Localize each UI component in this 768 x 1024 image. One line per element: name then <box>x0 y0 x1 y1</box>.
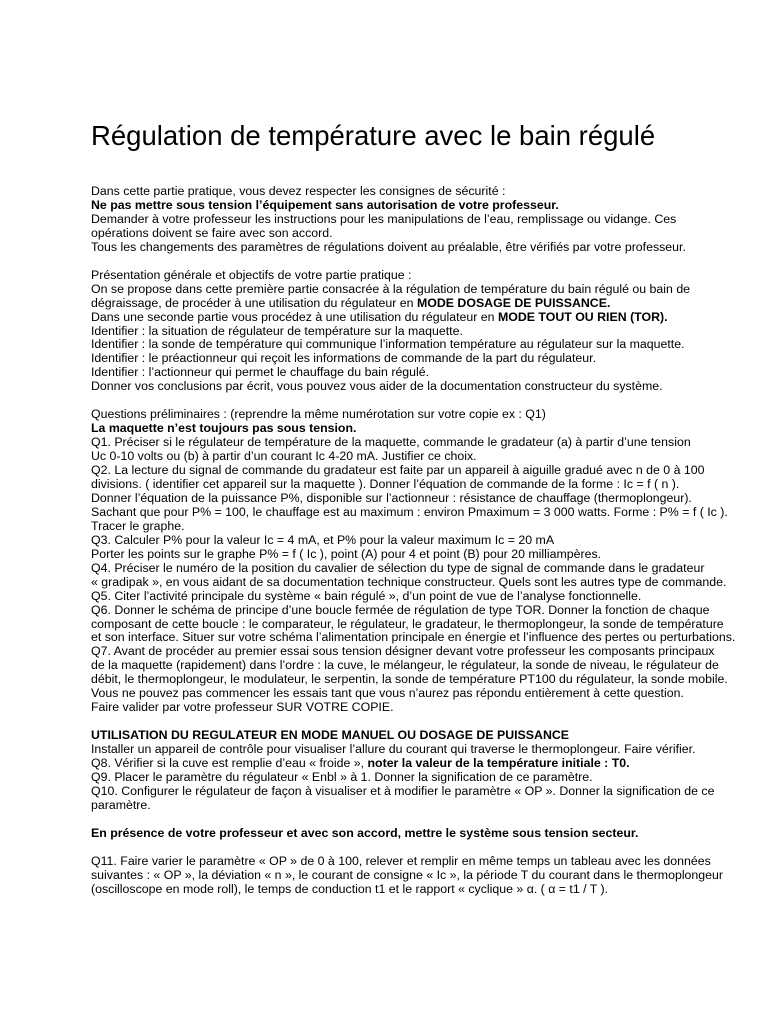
question-q7: Vous ne pouvez pas commencer les essais tant que vous n’aurez pas répondu entièrement à cette question. <box>91 686 684 701</box>
question-q5: Q5. Citer l’activité principale du système « bain régulé », d’un point de vue de l’analyse fonctionnelle. <box>91 588 642 603</box>
question-q7: débit, le thermoplongeur, le modulateur, le serpentin, la sonde de température PT100 du régulateur, la sonde mobile. <box>91 672 728 687</box>
presence-instruction: En présence de votre professeur et avec son accord, mettre le système sous tension secteur. <box>91 825 639 840</box>
document-body <box>91 185 763 897</box>
question-q2: Tracer le graphe. <box>91 518 185 533</box>
question-q7: Q7. Avant de procéder au premier essai sous tension désigner devant votre professeur les composants principaux <box>91 644 715 659</box>
presentation-conclusion: Donner vos conclusions par écrit, vous pouvez vous aider de la documentation constructeur du système. <box>91 379 663 394</box>
question-q8: Q8. Vérifier si la cuve est remplie d’eau « froide », noter la valeur de la température initiale : T0. <box>91 756 630 771</box>
question-q1: Uc 0-10 volts ou (b) à partir d’un courant Ic 4-20 mA. Justifier ce choix. <box>91 449 477 464</box>
presentation-line-1: On se propose dans cette première partie consacrée à la régulation de température du bain régulé ou bain de <box>91 281 691 296</box>
presentation-line-3: Dans une seconde partie vous procédez à une utilisation du régulateur en MODE TOUT OU RIEN (TOR). <box>91 309 668 324</box>
safety-demand-line-2: opérations doivent se faire avec son accord. <box>91 225 333 240</box>
questions-heading: Questions préliminaires : (reprendre la même numérotation sur votre copie ex : Q1) <box>91 407 546 422</box>
question-q10: paramètre. <box>91 797 151 812</box>
identify-item: Identifier : la situation de régulateur de température sur la maquette. <box>91 323 463 338</box>
question-q11: suivantes : « OP », la déviation « n », le courant de consigne « Ic », la période T du courant dans le thermoplongeur <box>91 867 723 882</box>
question-q9: Q9. Placer le paramètre du régulateur « Enbl » à 1. Donner la signification de ce paramètre. <box>91 769 593 784</box>
question-q3: Q3. Calculer P% pour la valeur Ic = 4 mA, et P% pour la valeur maximum Ic = 20 mA <box>91 532 555 547</box>
safety-rule: Ne pas mettre sous tension l’équipement sans autorisation de votre professeur. <box>91 197 559 212</box>
question-q7: de la maquette (rapidement) dans l’ordre : la cuve, le mélangeur, le régulateur, la sonde de niveau, le régulateur de <box>91 658 719 673</box>
manual-heading: UTILISATION DU REGULATEUR EN MODE MANUEL OU DOSAGE DE PUISSANCE <box>91 728 569 743</box>
identify-item: Identifier : le préactionneur qui reçoit les informations de commande de la part du régulateur. <box>91 351 597 366</box>
safety-changes: Tous les changements des paramètres de régulations doivent au préalable, être vérifiés par votre professeur. <box>91 239 686 254</box>
question-q2: Donner l’équation de la puissance P%, disponible sur l’actionneur : résistance de chauffage (thermoplongeur). <box>91 490 692 505</box>
identify-item: Identifier : la sonde de température qui communique l’information température au régulateur sur la maquette. <box>91 337 685 352</box>
identify-item: Identifier : l’actionneur qui permet le chauffage du bain régulé. <box>91 365 430 380</box>
question-q4: « gradipak », en vous aidant de sa documentation technique constructeur. Quels sont les autres type de commande. <box>91 574 727 589</box>
presentation-heading: Présentation générale et objectifs de votre partie pratique : <box>91 267 412 282</box>
safety-demand-line-1: Demander à votre professeur les instructions pour les manipulations de l’eau, remplissage ou vidange. Ces <box>91 211 677 226</box>
question-q3: Porter les points sur le graphe P% = f ( Ic ), point (A) pour 4 et point (B) pour 20 milliampères. <box>91 546 602 561</box>
page-title: Régulation de température avec le bain régulé <box>91 120 656 151</box>
question-q2: Q2. La lecture du signal de commande du gradateur est faite par un appareil à aiguille gradué avec n de 0 à 100 <box>91 463 705 478</box>
question-q6: et son interface. Situer sur votre schéma l’alimentation principale en énergie et l’influence des pertes ou perturbations. <box>91 630 736 645</box>
question-q11: (oscilloscope en mode roll), le temps de conduction t1 et le rapport « cyclique » α. ( α = t1 / T ). <box>91 881 609 896</box>
question-q6: composant de cette boucle : le comparateur, le régulateur, le gradateur, le thermoplongeur, la sonde de température <box>91 616 724 631</box>
question-q11: Q11. Faire varier le paramètre « OP » de 0 à 100, relever et remplir en même temps un tableau avec les données <box>91 853 711 868</box>
manual-install: Installer un appareil de contrôle pour visualiser l’allure du courant qui traverse le thermoplongeur. Faire vérifier. <box>91 742 696 757</box>
question-q10: Q10. Configurer le régulateur de façon à visualiser et à modifier le paramètre « OP ». Donner la signification de ce <box>91 783 715 798</box>
question-q1: Q1. Préciser si le régulateur de température de la maquette, commande le gradateur (a) à partir d’une tension <box>91 435 691 450</box>
question-q7: Faire valider par votre professeur SUR VOTRE COPIE. <box>91 700 394 715</box>
question-q6: Q6. Donner le schéma de principe d’une boucle fermée de régulation de type TOR. Donner la fonction de chaque <box>91 602 710 617</box>
safety-intro: Dans cette partie pratique, vous devez respecter les consignes de sécurité : <box>91 184 506 198</box>
question-q2: Sachant que pour P% = 100, le chauffage est au maximum : environ Pmaximum = 3 000 watts. Forme : P% = f ( Ic ). <box>91 504 728 519</box>
questions-warning: La maquette n’est toujours pas sous tension. <box>91 421 357 436</box>
question-q4: Q4. Préciser le numéro de la position du cavalier de sélection du type de signal de commande dans le gradateur <box>91 560 705 575</box>
question-q2: divisions. ( identifier cet appareil sur la maquette ). Donner l’équation de commande de la forme : Ic = f ( n ). <box>91 476 680 491</box>
presentation-line-2: dégraissage, de procéder à une utilisation du régulateur en MODE DOSAGE DE PUISSANCE. <box>91 295 611 310</box>
